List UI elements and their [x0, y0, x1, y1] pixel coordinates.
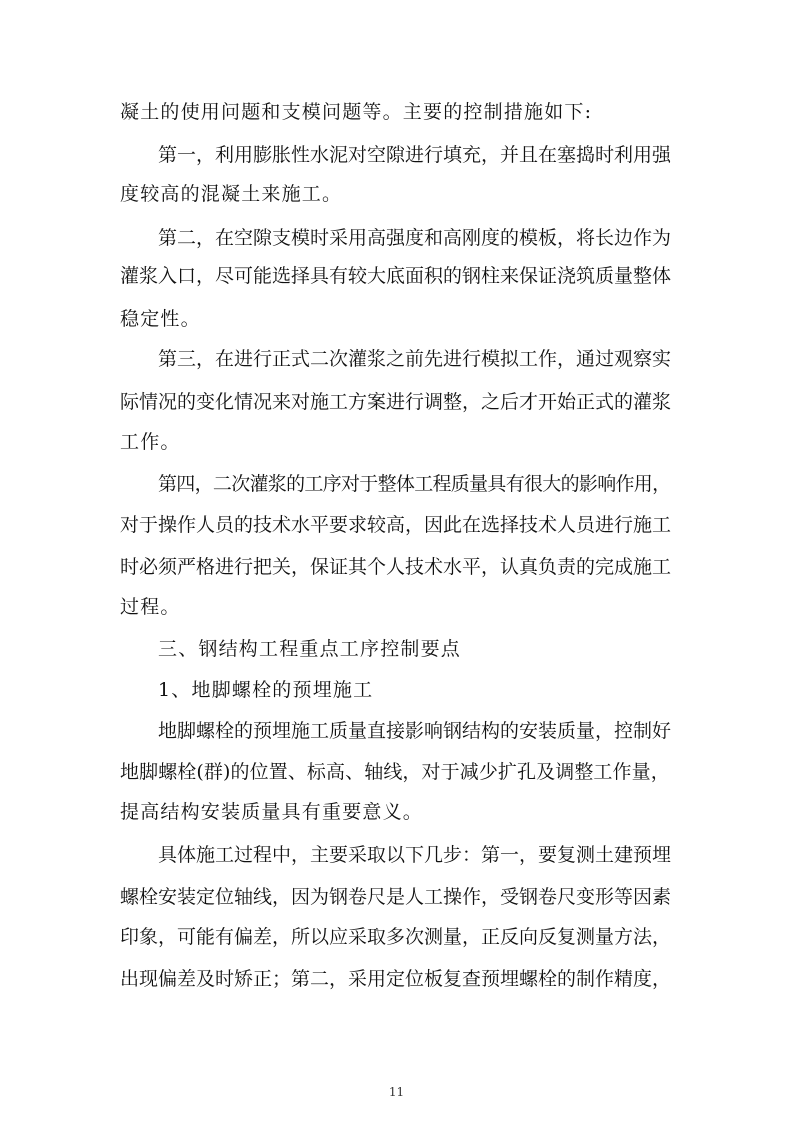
text-line: 出现偏差及时矫正；第二，采用定位板复查预埋螺栓的制作精度，: [120, 968, 672, 990]
text-line: 灌浆入口，尽可能选择具有较大底面积的钢柱来保证浇筑质量整体: [120, 265, 672, 287]
subsection-heading: 1、地脚螺栓的预埋施工: [158, 679, 374, 701]
text-line: 工作。: [120, 431, 181, 453]
text-line: 地脚螺栓(群)的位置、标高、轴线，对于减少扩孔及调整工作量，: [120, 761, 670, 783]
paragraph-first-line: 第二，在空隙支模时采用高强度和高刚度的模板，将长边作为: [158, 227, 672, 249]
text-line: 印象，可能有偏差，所以应采取多次测量，正反向反复测量方法，: [120, 926, 672, 948]
text-line: 过程。: [120, 596, 181, 618]
text-line: 稳定性。: [120, 308, 201, 330]
paragraph-first-line: 第四，二次灌浆的工序对于整体工程质量具有很大的影响作用，: [158, 473, 671, 495]
paragraph-first-line: 第一，利用膨胀性水泥对空隙进行填充，并且在塞捣时利用强: [158, 144, 672, 166]
text-line: 提高结构安装质量具有重要意义。: [120, 801, 424, 823]
paragraph-first-line: 地脚螺栓的预埋施工质量直接影响钢结构的安装质量，控制好: [158, 720, 672, 742]
text-line: 对于操作人员的技术水平要求较高，因此在选择技术人员进行施工: [120, 514, 672, 536]
section-heading: 三、钢结构工程重点工序控制要点: [158, 638, 462, 660]
text-line: 凝土的使用问题和支模问题等。主要的控制措施如下:: [120, 101, 593, 123]
text-line: 度较高的混凝土来施工。: [120, 183, 343, 205]
text-line: 螺栓安装定位轴线，因为钢卷尺是人工操作，受钢卷尺变形等因素: [120, 886, 672, 908]
text-line: 际情况的变化情况来对施工方案进行调整，之后才开始正式的灌浆: [120, 391, 672, 413]
paragraph-first-line: 具体施工过程中，主要采取以下几步：第一，要复测土建预埋: [158, 844, 672, 866]
page-number: 11: [388, 1085, 405, 1099]
text-line: 时必须严格进行把关，保证其个人技术水平，认真负责的完成施工: [120, 556, 672, 578]
paragraph-first-line: 第三，在进行正式二次灌浆之前先进行模拟工作，通过观察实: [158, 348, 672, 370]
